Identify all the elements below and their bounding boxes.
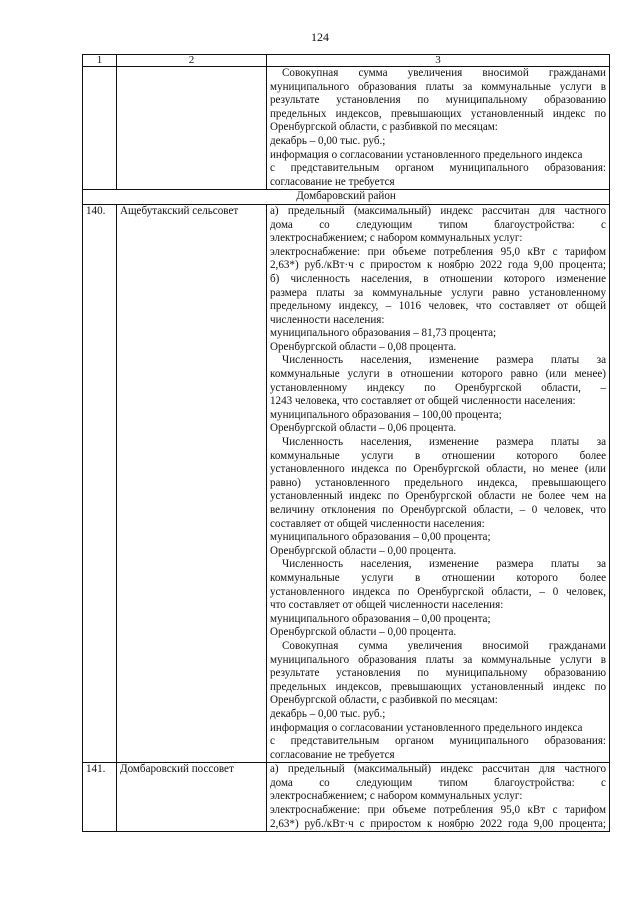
text-line: результате установления по муниципальному образованию — [270, 667, 606, 680]
row-number: 141. — [83, 763, 117, 832]
row-municipality: Домбаровский поссовет — [117, 763, 267, 832]
text-line: Совокупная сумма увеличения вносимой гражданами — [282, 67, 606, 79]
row-description — [270, 205, 606, 762]
text-line: а) предельный (максимальный) индекс рассчитан для частного — [270, 204, 606, 217]
row-description — [270, 763, 606, 831]
header-col-3: 3 — [267, 55, 610, 67]
table-header-row — [83, 55, 610, 67]
row-description-cell — [267, 763, 610, 832]
text-line: 2,63*) руб./кВт·ч с приростом к ноябрю 2022 года 9,00 процента; — [270, 817, 606, 830]
text-line: муниципального образования – 0,00 процента; — [270, 612, 491, 625]
text-line: с представительным органом муниципального образования: — [270, 162, 606, 175]
text-line: Оренбургской области, с разбивкой по месяцам: — [270, 694, 498, 707]
continuation-text — [270, 67, 606, 189]
text-line: результате установления по муниципальному образованию — [270, 94, 606, 107]
text-line: Численность населения, изменение размера платы за — [282, 436, 606, 449]
region-title: Домбаровский район — [83, 190, 610, 205]
text-line: размера платы за коммунальные услуги равно установленному — [270, 286, 606, 299]
text-line: 1243 человека, что составляет от общей численности населения: — [270, 395, 576, 408]
text-line: коммунальные услуги в отношении которого более — [270, 571, 606, 584]
text-line: электроснабжением; с набором коммунальных услуг: — [270, 790, 523, 803]
header-col-1: 1 — [83, 55, 117, 67]
text-line: Оренбургской области – 0,08 процента. — [270, 340, 457, 353]
text-line: информация о согласовании установленного предельного индекса — [270, 721, 583, 734]
text-line: информация о согласовании установленного предельного индекса — [270, 148, 583, 161]
text-line: Совокупная сумма увеличения вносимой гражданами — [282, 639, 606, 652]
text-line: предельных индексов, превышающих установленный индекс по — [270, 680, 606, 693]
text-line: муниципального образования – 81,73 процента; — [270, 327, 497, 340]
text-line: Оренбургской области – 0,00 процента. — [270, 626, 457, 639]
text-line: муниципального образования – 100,00 процента; — [270, 408, 502, 421]
continuation-text-cell — [267, 67, 610, 190]
text-line: 2,63*) руб./кВт·ч с приростом к ноябрю 2022 года 9,00 процента; — [270, 259, 606, 272]
text-line: установленного индекса по Оренбургской области, но менее (или — [270, 463, 606, 476]
tariff-table — [82, 54, 610, 832]
row-number: 140. — [83, 204, 117, 762]
text-line: согласование не требуется — [270, 175, 395, 188]
text-line: составляет от общей численности населения: — [270, 517, 485, 530]
text-line: установленный индекс по Оренбургской области не более чем на — [270, 490, 606, 503]
text-line: электроснабжение: при объеме потребления 95,0 кВт с тарифом — [270, 245, 606, 258]
text-line: электроснабжением; с набором коммунальных услуг: — [270, 232, 523, 245]
row-description-cell — [267, 204, 610, 762]
text-line: Оренбургской области – 0,00 процента. — [270, 544, 457, 557]
text-line: Численность населения, изменение размера платы за — [282, 354, 606, 367]
text-line: а) предельный (максимальный) индекс рассчитан для частного — [270, 763, 606, 776]
text-line: согласование не требуется — [270, 748, 395, 761]
text-line: величину отклонения по Оренбургской области, – 0 человек, что — [270, 504, 606, 516]
text-line: Численность населения, изменение размера платы за — [282, 558, 606, 571]
text-line: дома со следующим типом благоустройства: с — [270, 776, 606, 789]
text-line: с представительным органом муниципального образования: — [270, 735, 606, 748]
continuation-row — [83, 67, 610, 190]
text-line: электроснабжение: при объеме потребления 95,0 кВт с тарифом — [270, 804, 606, 817]
text-line: предельных индексов, превышающих установленный индекс по — [270, 107, 606, 120]
text-line: что составляет от общей численности населения: — [270, 599, 504, 612]
continuation-num-cell — [83, 67, 117, 190]
text-line: муниципального образования платы за коммунальные услуги в — [270, 80, 606, 93]
table-row — [83, 763, 610, 832]
text-line: коммунальные услуги в отношении которого более — [270, 449, 606, 462]
text-line: муниципального образования – 0,00 процента; — [270, 531, 491, 544]
continuation-name-cell — [117, 67, 267, 190]
region-row — [83, 190, 610, 205]
text-line: численности населения: — [270, 313, 385, 326]
text-line: установленному индексу по Оренбургской области, – — [270, 381, 606, 394]
text-line: Оренбургской области – 0,06 процента. — [270, 422, 457, 435]
text-line: муниципального образования платы за коммунальные услуги в — [270, 653, 606, 666]
text-line: установленного индекса по Оренбургской области, – 0 человек, — [270, 585, 606, 598]
header-col-2: 2 — [117, 55, 267, 67]
text-line: дома со следующим типом благоустройства: с — [270, 218, 606, 231]
table-row — [83, 204, 610, 762]
row-municipality: Ащебутакский сельсовет — [117, 204, 267, 762]
text-line: равно) установленного предельного индекса, превышающего — [270, 476, 606, 489]
text-line: б) численность населения, в отношении которого изменение — [270, 272, 606, 285]
page-number: 124 — [311, 30, 329, 44]
text-line: предельному индексу, – 1016 человек, что составляет от общей — [270, 300, 606, 313]
text-line: коммунальные услуги в отношении которого равно (или менее) — [270, 368, 606, 381]
text-line: декабрь – 0,00 тыс. руб.; — [270, 707, 386, 720]
text-line: Оренбургской области, с разбивкой по месяцам: — [270, 121, 498, 134]
text-line: декабрь – 0,00 тыс. руб.; — [270, 134, 386, 147]
